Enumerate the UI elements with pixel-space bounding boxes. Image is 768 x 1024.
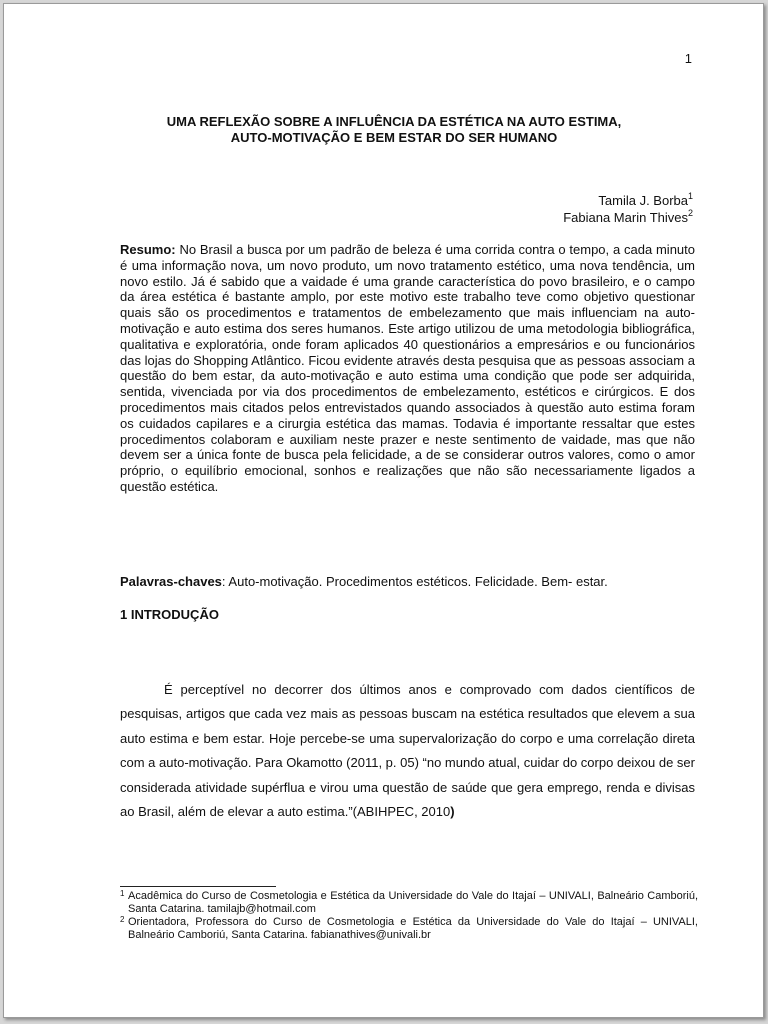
author-1 xyxy=(563,192,693,209)
abstract xyxy=(120,242,695,495)
footnote-separator xyxy=(120,886,276,887)
footnotes xyxy=(120,890,698,942)
paragraph-text: É perceptível no decorrer dos últimos anos e comprovado com dados científicos de pesquisas, artigos que cada vez mais as pessoas buscam na estética resultados que elevem a sua auto estima e bem estar. Hoje percebe-se uma supervalorização do corpo e uma correlação direta com a auto-motivação. Para Okamotto (2011, p. 05) “no mundo atual, cuidar do corpo deixou de ser considerada atividade supérflua e virou uma questão de saúde que gera emprego, renda e divisas ao Brasil, além de elevar a auto estima.”(ABIHPEC, 2010 xyxy=(120,682,695,820)
keywords-label: Palavras-chaves xyxy=(120,574,222,589)
title-line-1: UMA REFLEXÃO SOBRE A INFLUÊNCIA DA ESTÉTICA NA AUTO ESTIMA, xyxy=(166,114,622,129)
footnote-marker: 1 xyxy=(687,191,693,201)
introduction-paragraph xyxy=(120,678,695,824)
footnote-mark: 2 xyxy=(120,915,125,924)
author-2 xyxy=(563,209,693,226)
keywords-text: : Auto-motivação. Procedimentos estéticos. Felicidade. Bem- estar. xyxy=(221,574,608,589)
title-line-2: AUTO-MOTIVAÇÃO E BEM ESTAR DO SER HUMANO xyxy=(230,130,558,145)
document-page xyxy=(3,3,764,1018)
paper-title xyxy=(114,114,674,146)
author-name: Tamila J. Borba xyxy=(598,193,688,208)
page-number: 1 xyxy=(684,51,692,66)
footnote-text: Acadêmica do Curso de Cosmetologia e Estética da Universidade do Vale do Itajaí – UNIVALI, Balneário Camboriú, Santa Catarina. tamilajb@hotmail.com xyxy=(128,890,698,915)
section-heading: 1 INTRODUÇÃO xyxy=(120,607,219,622)
footnote-mark: 1 xyxy=(120,889,125,898)
closing-parenthesis: ) xyxy=(450,804,455,820)
footnote-marker: 2 xyxy=(687,208,693,218)
footnote-2 xyxy=(120,916,698,942)
footnote-text: Orientadora, Professora do Curso de Cosmetologia e Estética da Universidade do Vale do Itajaí – UNIVALI, Balneário Camboriú, Santa Catarina. fabianathives@univali.br xyxy=(128,916,698,941)
author-name: Fabiana Marin Thives xyxy=(563,210,688,225)
abstract-text: No Brasil a busca por um padrão de beleza é uma corrida contra o tempo, a cada minuto é uma informação nova, um novo produto, um novo tratamento estético, uma nova tendência, um novo estilo. Já é sabido que a vaidade é uma grande característica do povo brasileiro, e o campo da área estética é bastante amplo, por este motivo este trabalho teve como objetivo questionar quais são os procedimentos e tratamentos de embelezamento que mais influenciam na auto-motivação e auto estima dos seres humanos. Este artigo utilizou de uma metodologia bibliográfica, qualitativa e exploratória, onde foram aplicados 40 questionários a empresários e ou funcionários das lojas do Shopping Atlântico. Ficou evidente através desta pesquisa que as pessoas associam a questão do bem estar, da auto-motivação e auto estima uma condição que pode ser adquirida, sentida, vivenciada por via dos procedimentos de embelezamento, estéticos e cirúrgicos. E dos procedimentos mais citados pelos entrevistados quando associados à questão auto estima foram os cuidados capilares e a cirurgia estética das mamas. Todavia é importante ressaltar que estes procedimentos colaboram e auxiliam neste prazer e neste sentimento de vaidade, mas que não devem ser a única fonte de busca pela felicidade, a de se considerar outros valores, como o amor próprio, o equilíbrio emocional, sonhos e realizações que não são necessariamente ligados a questão estética. xyxy=(120,242,695,494)
abstract-label: Resumo: xyxy=(120,242,176,257)
keywords xyxy=(120,574,700,590)
footnote-1 xyxy=(120,890,698,916)
author-block xyxy=(563,192,693,226)
